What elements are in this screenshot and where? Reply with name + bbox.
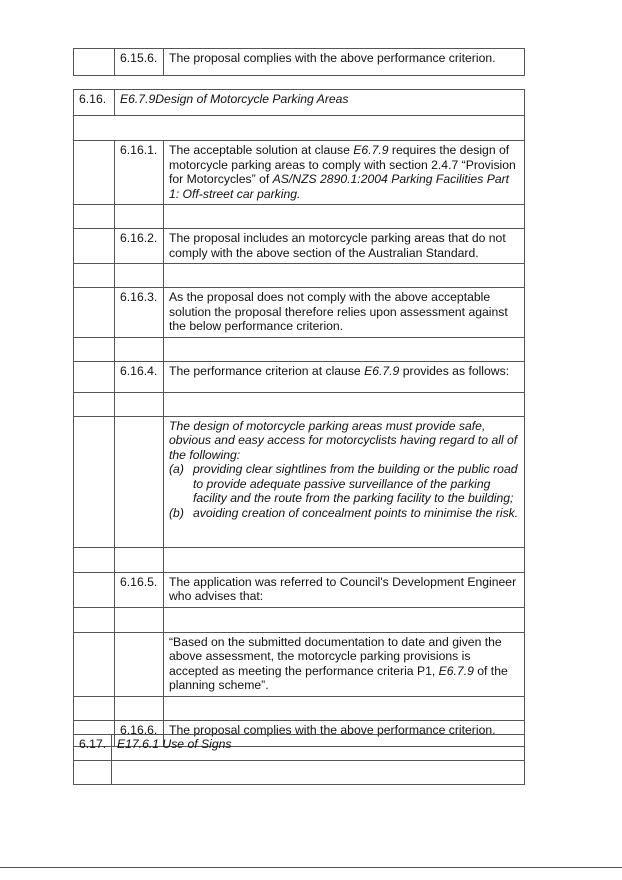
spacer-row bbox=[74, 116, 525, 141]
empty-cell bbox=[74, 337, 115, 361]
section-number: 6.17. bbox=[74, 735, 112, 761]
engineer-advice-quote bbox=[164, 632, 525, 696]
clause-text: The proposal complies with the above performance criterion. bbox=[164, 720, 525, 746]
empty-cell bbox=[74, 229, 115, 264]
list-text: providing clear sightlines from the building or the public road to provide adequate passive surveillance of the parking facility and the route from the parking facility to the building; bbox=[193, 462, 518, 505]
clause-number: 6.15.6. bbox=[115, 49, 164, 76]
quote-intro: The design of motorcycle parking areas must provide safe, obvious and easy access for motorcyclists having regard to all of the following: bbox=[169, 418, 518, 462]
empty-cell bbox=[115, 264, 164, 288]
table-row bbox=[74, 49, 525, 76]
clause-text bbox=[164, 361, 525, 392]
clause-number: 6.16.1. bbox=[115, 141, 164, 205]
section-6-15-table bbox=[73, 48, 525, 76]
empty-cell bbox=[115, 547, 164, 572]
empty-cell bbox=[164, 392, 525, 416]
spacer-row bbox=[74, 264, 525, 288]
list-item bbox=[169, 462, 520, 506]
spacer-row bbox=[74, 547, 525, 572]
table-row bbox=[74, 416, 525, 547]
empty-cell bbox=[115, 632, 164, 696]
empty-cell bbox=[74, 416, 115, 547]
clause-reference: E6.7.9 bbox=[438, 663, 474, 678]
spacer-row bbox=[74, 205, 525, 229]
empty-cell bbox=[74, 288, 115, 338]
section-6-17-table bbox=[73, 734, 525, 785]
empty-cell bbox=[164, 205, 525, 229]
footer-divider bbox=[0, 867, 622, 868]
spacer-row bbox=[74, 696, 525, 720]
section-heading-row bbox=[74, 90, 525, 116]
empty-cell bbox=[74, 572, 115, 607]
empty-cell bbox=[115, 205, 164, 229]
clause-number: 6.16.2. bbox=[115, 229, 164, 264]
text-run: requires the design of motorcycle parking areas to comply with section 2.4.7 “Provision for Motorcycles” of bbox=[169, 143, 516, 186]
text-run: “Based on the submitted documentation to date and given the above assessment, the motorcycle parking provisions is accepted as meeting the performance criteria P1, bbox=[169, 634, 502, 678]
empty-cell bbox=[164, 547, 525, 572]
clause-text: The application was referred to Council's Development Engineer who advises that: bbox=[164, 572, 525, 607]
clause-number: 6.16.4. bbox=[115, 361, 164, 392]
empty-cell bbox=[74, 49, 115, 76]
table-row bbox=[74, 229, 525, 264]
table-row bbox=[74, 141, 525, 205]
clause-reference: E6.7.9 bbox=[353, 143, 389, 157]
empty-cell bbox=[164, 607, 525, 632]
empty-cell bbox=[164, 696, 525, 720]
list-item bbox=[169, 506, 520, 521]
clause-text: The proposal includes an motorcycle parking areas that do not comply with the above section of the Australian Standard. bbox=[164, 229, 525, 264]
empty-cell bbox=[115, 337, 164, 361]
standard-reference: AS/NZS 2890.1:2004 Parking Facilities Part 1: Off-street car parking. bbox=[169, 172, 510, 201]
section-title bbox=[115, 90, 525, 116]
clause-reference: E6.7.9 bbox=[364, 363, 400, 378]
table-row bbox=[74, 288, 525, 338]
empty-cell bbox=[74, 607, 115, 632]
empty-cell bbox=[74, 696, 115, 720]
spacer-row bbox=[74, 392, 525, 416]
clause-number: 6.16.5. bbox=[115, 572, 164, 607]
table-row bbox=[74, 572, 525, 607]
spacer-row bbox=[74, 337, 525, 361]
list-label: (a) bbox=[169, 462, 184, 476]
list-text: avoiding creation of concealment points to minimise the risk. bbox=[193, 505, 519, 520]
text-run: The performance criterion at clause bbox=[169, 363, 365, 378]
empty-cell bbox=[74, 761, 112, 785]
section-title-text: Design of Motorcycle Parking Areas bbox=[155, 92, 349, 106]
empty-cell bbox=[74, 361, 115, 392]
spacer-row bbox=[74, 761, 525, 785]
performance-criterion-quote bbox=[164, 416, 525, 547]
empty-cell bbox=[112, 761, 525, 785]
empty-cell bbox=[74, 205, 115, 229]
empty-cell bbox=[115, 607, 164, 632]
empty-cell bbox=[74, 141, 115, 205]
text-run: provides as follows: bbox=[399, 363, 510, 378]
spacer-row bbox=[74, 607, 525, 632]
clause-text: The proposal complies with the above performance criterion. bbox=[164, 49, 525, 76]
section-6-16-table bbox=[73, 89, 525, 747]
table-row bbox=[74, 361, 525, 392]
list-label: (b) bbox=[169, 505, 184, 520]
empty-cell bbox=[115, 392, 164, 416]
empty-cell bbox=[74, 632, 115, 696]
empty-cell bbox=[74, 392, 115, 416]
clause-number: 6.16.3. bbox=[115, 288, 164, 338]
table-row bbox=[74, 632, 525, 696]
empty-cell bbox=[115, 416, 164, 547]
section-clause: E6.7.9 bbox=[120, 92, 156, 106]
clause-number: 6.16.6. bbox=[115, 720, 164, 746]
text-run: The acceptable solution at clause bbox=[169, 143, 354, 157]
empty-cell bbox=[115, 696, 164, 720]
section-title: E17.6.1 Use of Signs bbox=[112, 735, 525, 761]
clause-text bbox=[164, 141, 525, 205]
empty-cell bbox=[74, 264, 115, 288]
criteria-list bbox=[169, 462, 520, 520]
text-run: of the planning scheme”. bbox=[169, 663, 508, 692]
section-heading-row bbox=[74, 735, 525, 761]
spacer-cell bbox=[74, 116, 525, 141]
section-number: 6.16. bbox=[74, 90, 115, 116]
clause-text: As the proposal does not comply with the above acceptable solution the proposal therefore relies upon assessment against the below performance criterion. bbox=[164, 288, 525, 338]
empty-cell bbox=[164, 337, 525, 361]
empty-cell bbox=[74, 547, 115, 572]
empty-cell bbox=[164, 264, 525, 288]
